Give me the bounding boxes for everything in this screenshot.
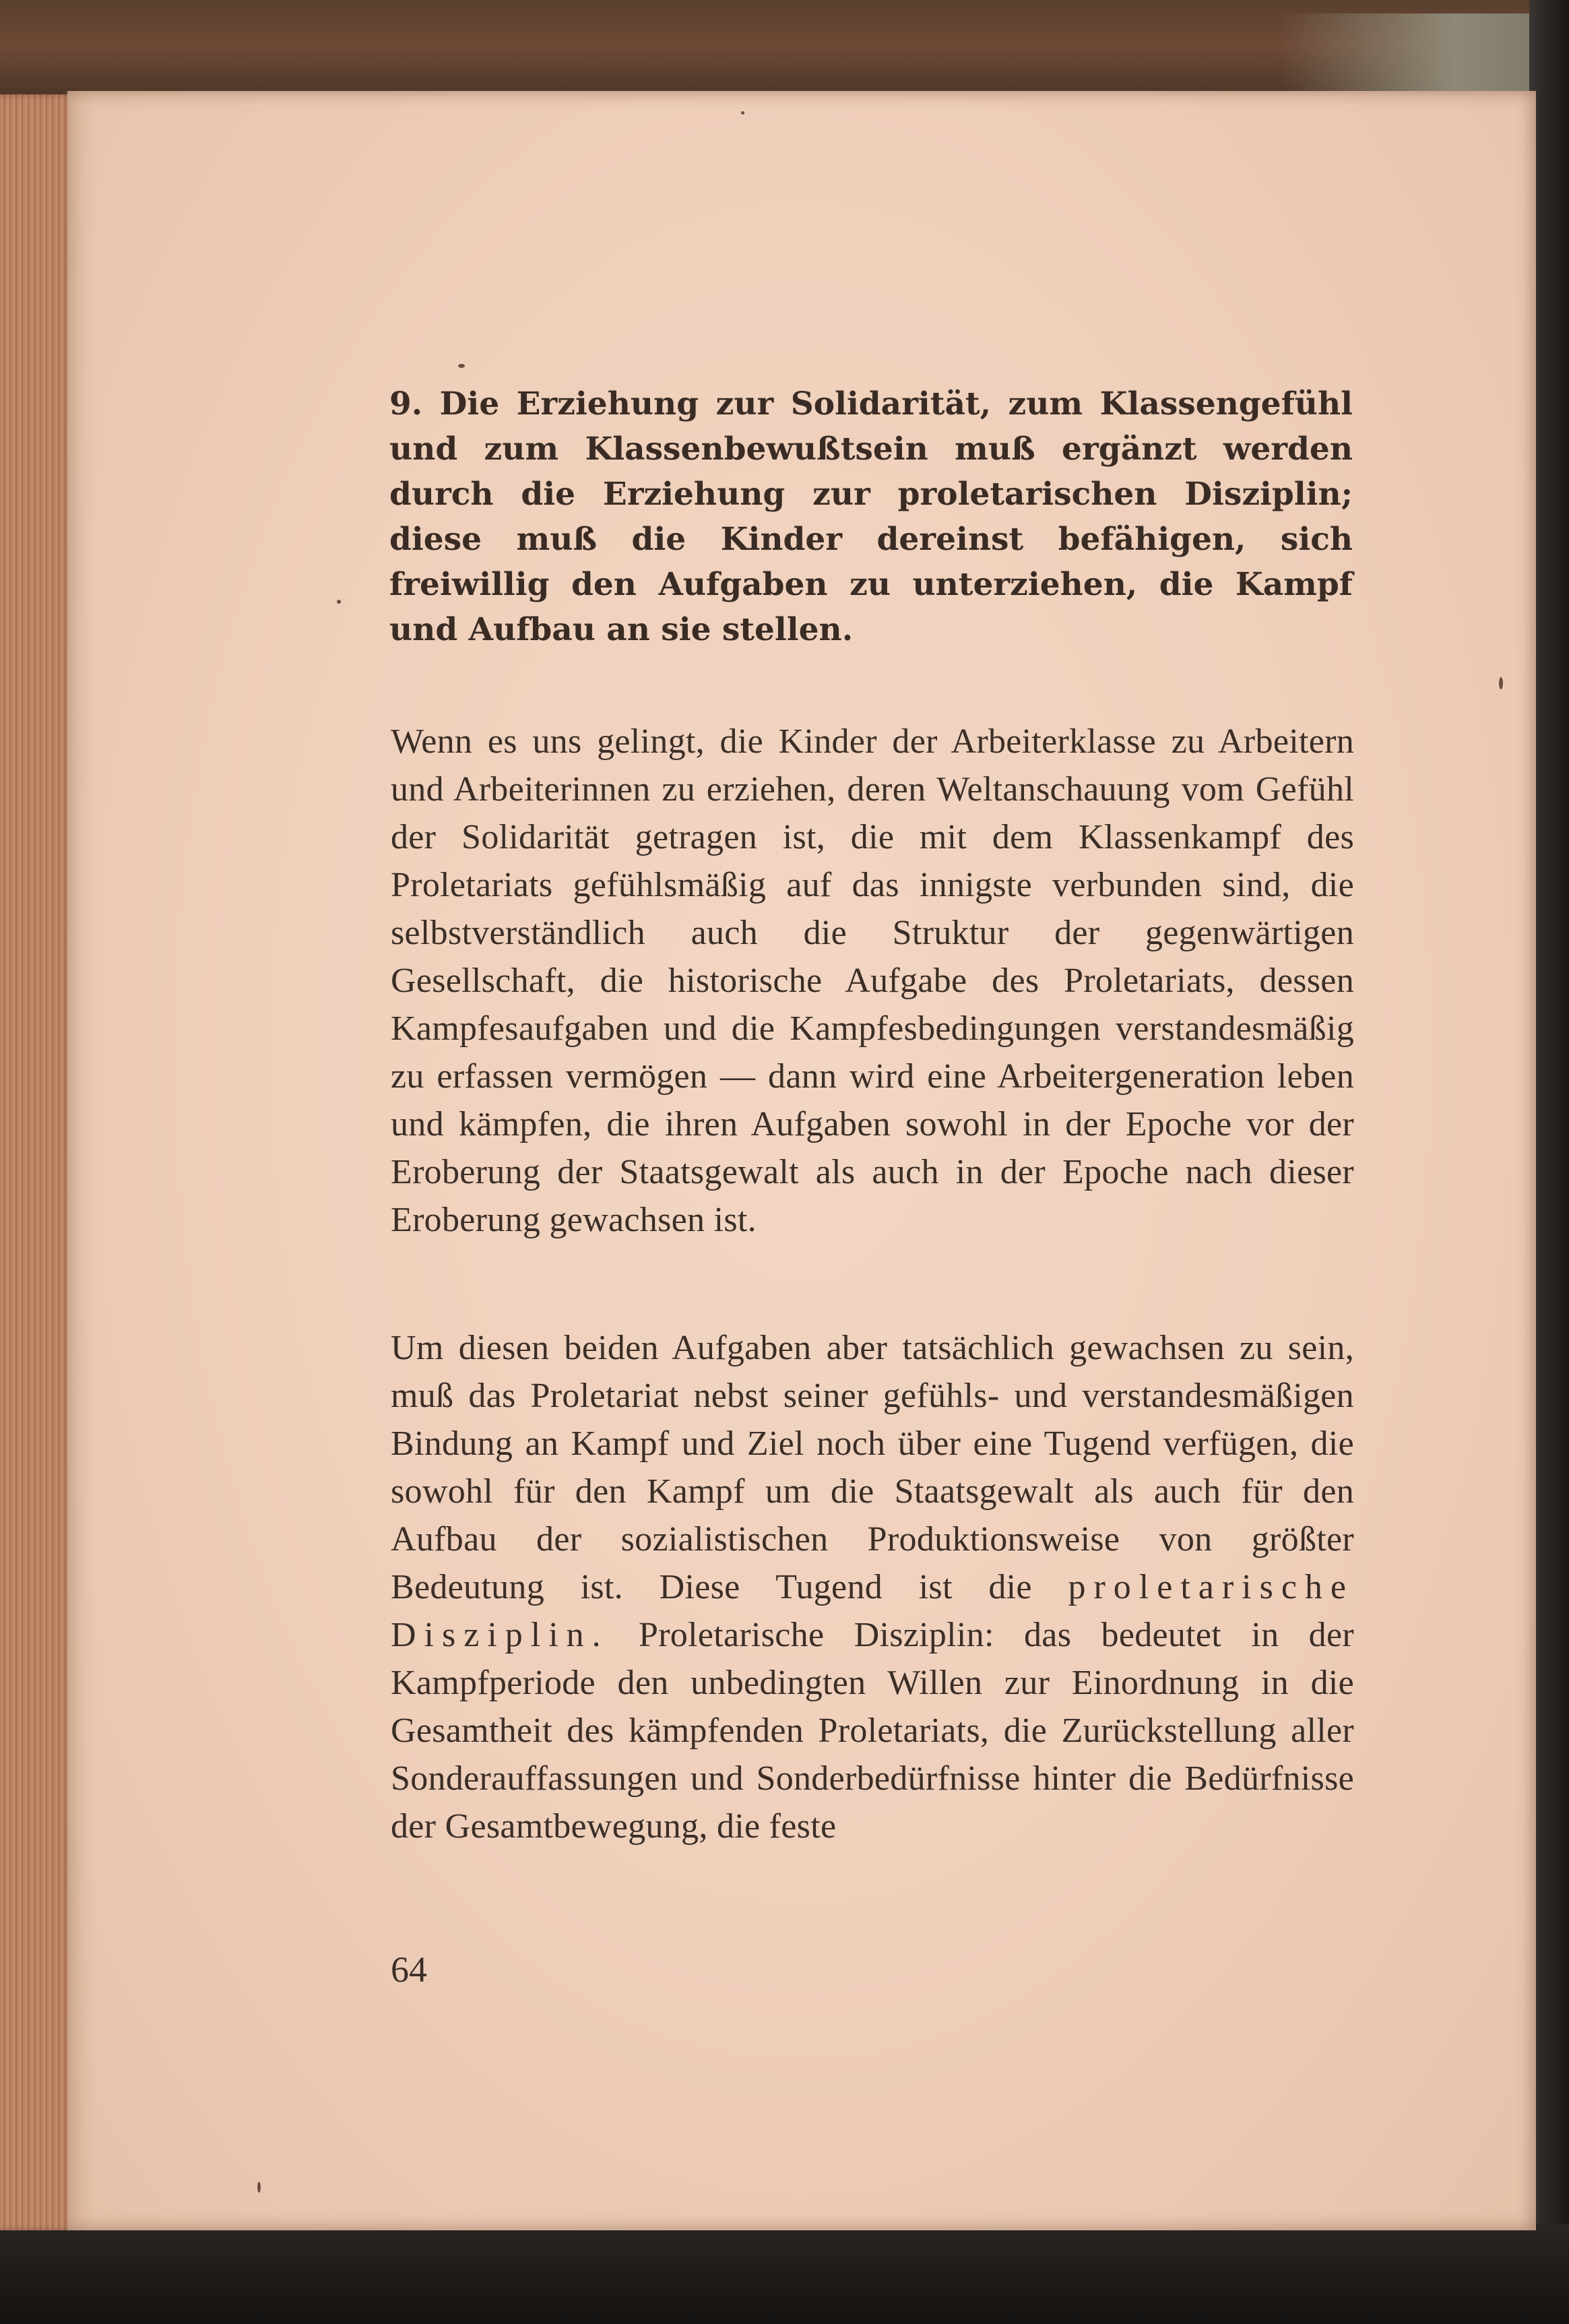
paper-speck bbox=[458, 364, 465, 368]
paragraph-2-text-before: Um diesen beiden Aufgaben aber tatsächlich gewachsen zu sein, muß das Proletariat nebst seiner gefühls- und verstandesmäßigen Bindung an Kampf und Ziel noch über eine Tugend verfügen, die sowohl für den Kampf um die Staatsgewalt als auch für den Aufbau der sozialistischen Produktionsweise von größter Bedeutung ist. Diese Tugend ist die bbox=[391, 1329, 1354, 1606]
page-number: 64 bbox=[391, 1949, 427, 1990]
body-paragraph-1: Wenn es uns gelingt, die Kinder der Arbeiterklasse zu Arbeitern und Arbeiterinnen zu erziehen, deren Weltanschauung vom Gefühl der Solidarität getragen ist, die mit dem Klassenkampf des Proletariats gefühlsmäßig auf das innigste verbunden sind, die selbstverständlich auch die Struktur der gegenwärtigen Gesellschaft, die historische Aufgabe des Proletariats, dessen Kampfesaufgaben und die Kampfesbedingungen verstandesmäßig zu erfassen vermögen — dann wird eine Arbeitergeneration leben und kämpfen, die ihren Aufgaben sowohl in der Epoche vor der Eroberung der Staatsgewalt als auch in der Epoche nach dieser Eroberung gewachsen ist. bbox=[391, 722, 1354, 1239]
paper-speck bbox=[337, 600, 341, 604]
page-edges-stack bbox=[0, 94, 74, 2230]
paragraph-2-text-after: Proletarische Disziplin: das bedeutet in der Kampfperiode den unbedingten Willen zur Einordnung in die Gesamtheit des kämpfenden Proletariats, die Zurückstellung aller Sonderauffassungen und Sonderbedürfnisse hinter die Bedürfnisse der Gesamtbewegung, die feste bbox=[391, 1616, 1354, 1846]
section-heading: 9. Die Erziehung zur Solidarität, zum Klassengefühl und zum Klassenbewußtsein muß ergänzt werden durch die Erziehung zur proletarischen Disziplin; diese muß die Kinder dereinst befähigen, sich freiwillig den Aufgaben zu unterziehen, die Kampf und Aufbau an sie stellen. bbox=[389, 385, 1353, 648]
book-cover-bottom-edge bbox=[0, 2224, 1569, 2324]
body-paragraph-2 bbox=[391, 1324, 1354, 1850]
paper-speck bbox=[1499, 677, 1503, 689]
paper-speck bbox=[741, 111, 744, 115]
paper-speck bbox=[257, 2182, 261, 2193]
emphasized-term: proletarische Disziplin. bbox=[391, 1568, 1354, 1654]
